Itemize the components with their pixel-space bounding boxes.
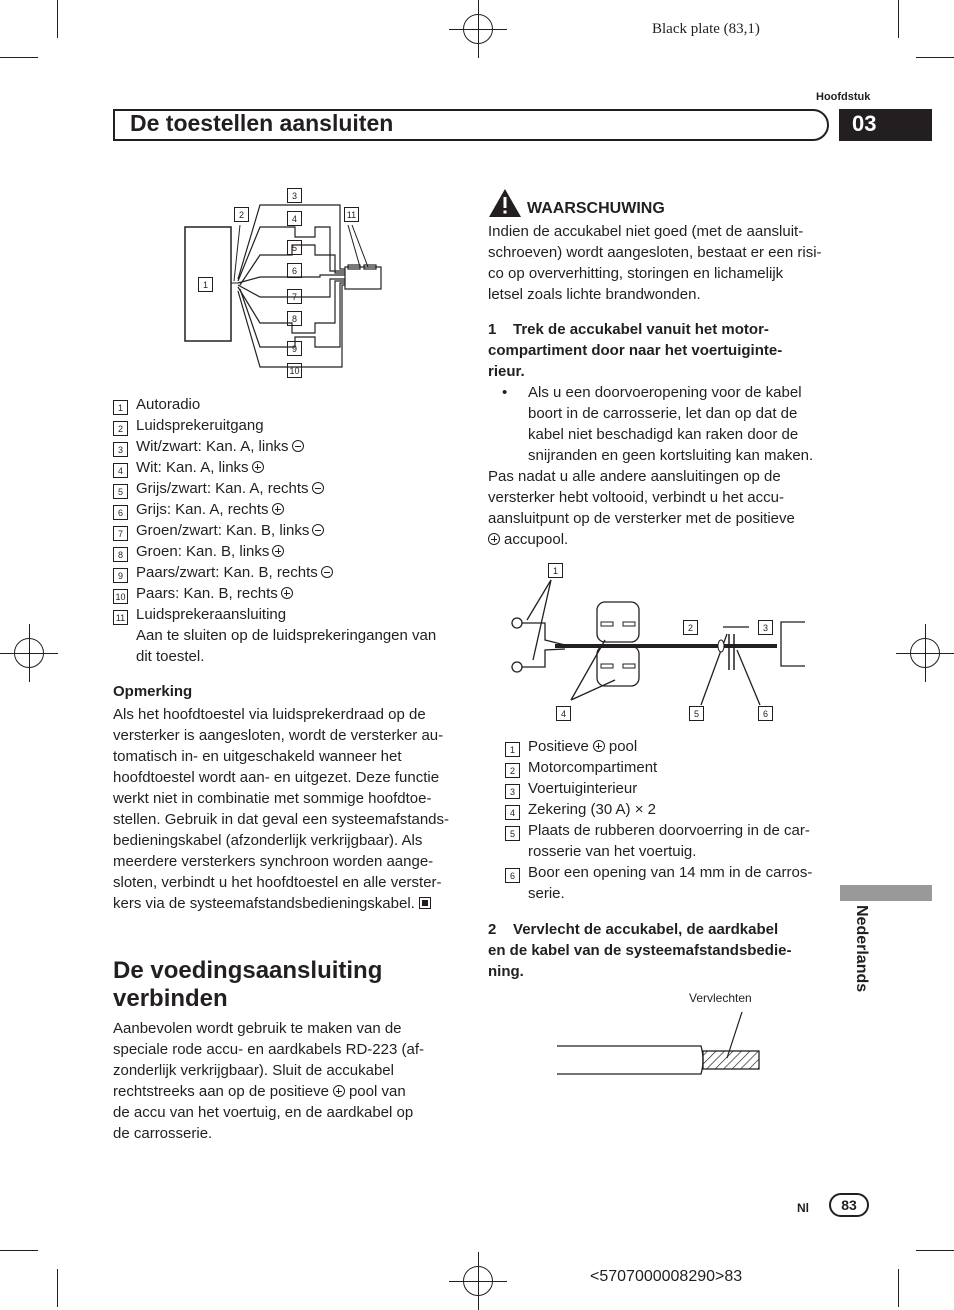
legend-text: Motorcompartiment: [528, 759, 658, 776]
legend-item: [505, 799, 835, 820]
step-line: ning.: [488, 963, 524, 980]
diagram1-label: 1: [198, 277, 213, 292]
plus-icon: [272, 503, 284, 515]
warning-line: Indien de accukabel niet goed (met de aansluit-: [488, 223, 804, 240]
language-tab: [840, 885, 932, 901]
diagram1-label: 11: [344, 207, 359, 222]
warning-line: co op oververhitting, storingen en lichamelijk: [488, 265, 784, 282]
legend-text: Plaats de rubberen doorvoerring in de car-: [528, 822, 810, 839]
crop-mark: [57, 1269, 58, 1307]
legend-text: rosserie van het voertuig.: [528, 843, 697, 860]
legend-number: 4: [505, 805, 520, 820]
legend-text: Luidsprekeraansluiting: [136, 606, 287, 623]
legend-number: 6: [113, 505, 128, 520]
plus-icon: [281, 587, 293, 599]
bullet-line: snijranden en geen kortsluiting kan maken.: [528, 447, 814, 464]
legend-number: 10: [113, 589, 128, 604]
legend-item: [113, 562, 458, 583]
braid-label: Vervlechten: [689, 991, 752, 1005]
diagram2-label: 6: [758, 706, 773, 721]
legend-text: pool: [608, 738, 638, 755]
crop-mark: [898, 0, 899, 38]
body-line: rechtstreeks aan op de positieve: [113, 1083, 329, 1100]
step-line: 1 Trek de accukabel vanuit het motor-: [488, 321, 769, 338]
diagram1-label: 5: [287, 240, 302, 255]
legend-extra: dit toestel.: [136, 648, 205, 665]
section-title: De toestellen aansluiten: [130, 110, 394, 136]
legend-item: [113, 520, 458, 541]
legend-text: Wit/zwart: Kan. A, links: [136, 438, 289, 455]
bullet-line: Als u een doorvoeropening voor de kabel: [528, 384, 802, 401]
note-line: stellen. Gebruik in dat geval een systeemafstands-: [113, 811, 450, 828]
bullet-icon: •: [502, 384, 508, 401]
plus-icon: [272, 545, 284, 557]
section-heading: [113, 957, 382, 1013]
legend-number: 5: [113, 484, 128, 499]
para-line: aansluitpunt op de versterker met de positieve: [488, 510, 795, 527]
para-line: Pas nadat u alle andere aansluitingen op de: [488, 468, 781, 485]
legend-text: Paars: Kan. B, rechts: [136, 585, 278, 602]
body-line: de accu van het voertuig, en de aardkabel op: [113, 1104, 414, 1121]
legend-item: [113, 478, 458, 499]
diagram1-label: 9: [287, 341, 302, 356]
legend-item: [505, 841, 835, 862]
bullet-line: boort in de carrosserie, let dan op dat de: [528, 405, 798, 422]
note-line: Als het hoofdtoestel via luidsprekerdraad op de: [113, 706, 426, 723]
diagram2-label: 4: [556, 706, 571, 721]
registration-mark: [463, 1266, 493, 1296]
step-line: 2 Vervlecht de accukabel, de aardkabel: [488, 921, 779, 938]
language-code: Nl: [797, 1201, 809, 1215]
legend-number: 2: [113, 421, 128, 436]
legend-text: Grijs/zwart: Kan. A, rechts: [136, 480, 309, 497]
step2-heading: [488, 919, 833, 982]
legend-number: 4: [113, 463, 128, 478]
page-number: 83: [829, 1193, 869, 1217]
minus-icon: [312, 524, 324, 536]
minus-icon: [321, 566, 333, 578]
plus-icon: [252, 461, 264, 473]
diagram2-label: 1: [548, 563, 563, 578]
note-line: versterker is aangesloten, wordt de versterker au-: [113, 727, 444, 744]
body-line: Aanbevolen wordt gebruik te maken van de: [113, 1020, 402, 1037]
step1-bullet: [502, 382, 833, 466]
note-line: hoofdtoestel wordt aan- en uitgezet. Deze functie: [113, 769, 440, 786]
diagram1-label: 7: [287, 289, 302, 304]
braided-cable-diagram: [555, 1008, 765, 1078]
step1-paragraph: [488, 466, 833, 550]
legend-text: Autoradio: [136, 396, 201, 413]
legend-item: [505, 778, 835, 799]
body-line: speciale rode accu- en aardkabels RD-223 (af-: [113, 1041, 424, 1058]
body-line: pool van: [348, 1083, 406, 1100]
legend-number: 9: [113, 568, 128, 583]
crop-mark: [916, 1250, 954, 1251]
diagram2-label: 5: [689, 706, 704, 721]
legend-number: 1: [505, 742, 520, 757]
legend-number: 1: [113, 400, 128, 415]
end-mark-icon: [419, 897, 431, 909]
legend-item: [113, 583, 458, 604]
warning-line: letsel zoals lichte brandwonden.: [488, 286, 701, 303]
plus-icon: [333, 1085, 345, 1097]
note-title: Opmerking: [113, 683, 193, 700]
legend-item: [113, 541, 458, 562]
diagram1-label: 6: [287, 263, 302, 278]
legend-extra: Aan te sluiten op de luidsprekeringangen van: [136, 627, 437, 644]
plus-icon: [488, 533, 500, 545]
diagram2-label: 2: [683, 620, 698, 635]
heading-line: verbinden: [113, 985, 228, 1012]
legend-number: 6: [505, 868, 520, 883]
plus-icon: [593, 740, 605, 752]
legend-number: 2: [505, 763, 520, 778]
crop-mark: [0, 1250, 38, 1251]
legend-number: 8: [113, 547, 128, 562]
step-line: rieur.: [488, 363, 525, 380]
crop-mark: [898, 1269, 899, 1307]
minus-icon: [312, 482, 324, 494]
bullet-line: kabel niet beschadigd kan raken door de: [528, 426, 799, 443]
legend-text: Positieve: [528, 738, 589, 755]
chapter-number: 03: [852, 111, 877, 136]
power-body: [113, 1018, 458, 1144]
diagram1-label: 2: [234, 207, 249, 222]
plate-label: Black plate (83,1): [652, 21, 760, 37]
diagram1-label: 10: [287, 363, 302, 378]
legend-number: 3: [113, 442, 128, 457]
legend-text: Wit: Kan. A, links: [136, 459, 249, 476]
legend-text: serie.: [528, 885, 565, 902]
diagram1-label: 4: [287, 211, 302, 226]
language-label: Nederlands: [853, 905, 870, 993]
body-line: zonderlijk verkrijgbaar). Sluit de accukabel: [113, 1062, 394, 1079]
legend-item: [505, 883, 835, 904]
battery-wiring-diagram: [505, 560, 815, 730]
legend-number: 3: [505, 784, 520, 799]
crop-mark: [0, 57, 38, 58]
legend-item: [113, 604, 458, 625]
legend-text: Boor een opening van 14 mm in de carros-: [528, 864, 813, 881]
legend-item: [113, 499, 458, 520]
note-line: werkt niet in combinatie met sommige hoofdtoe-: [113, 790, 432, 807]
para-line: versterker hebt voltooid, verbindt u het accu-: [488, 489, 784, 506]
step-line: en de kabel van de systeemafstandsbedie-: [488, 942, 792, 959]
legend-item: [113, 436, 458, 457]
legend-item: [505, 736, 835, 757]
diagram1-label: 8: [287, 311, 302, 326]
warning-icon: [488, 188, 522, 218]
warning-body: [488, 221, 833, 305]
registration-mark: [910, 638, 940, 668]
legend-number: 7: [113, 526, 128, 541]
legend-item: [505, 757, 835, 778]
para-line: accupool.: [504, 531, 569, 548]
legend-item: [505, 820, 835, 841]
legend-text: Groen/zwart: Kan. B, links: [136, 522, 310, 539]
legend-text: Luidsprekeruitgang: [136, 417, 264, 434]
crop-mark: [57, 0, 58, 38]
warning-line: schroeven) wordt aangesloten, bestaat er een risi-: [488, 244, 822, 261]
registration-mark: [463, 14, 493, 44]
legend-text: Voertuiginterieur: [528, 780, 638, 797]
legend-text: Grijs: Kan. A, rechts: [136, 501, 269, 518]
note-line: tomatisch in- en uitgeschakeld wanneer het: [113, 748, 402, 765]
legend2-list: [505, 736, 835, 904]
warning-title: WAARSCHUWING: [527, 200, 665, 217]
step1-heading: [488, 319, 833, 382]
step-line: compartiment door naar het voertuiginte-: [488, 342, 783, 359]
legend-item: [505, 862, 835, 883]
diagram2-label: 3: [758, 620, 773, 635]
legend-item: [113, 394, 458, 415]
chapter-label: Hoofdstuk: [816, 91, 871, 103]
minus-icon: [292, 440, 304, 452]
note-line: meerdere versterkers synchroon worden aange-: [113, 853, 434, 870]
note-line: kers via de systeemafstandsbedieningskabel.: [113, 895, 415, 912]
registration-mark: [14, 638, 44, 668]
legend-number: 5: [505, 826, 520, 841]
note-line: bedieningskabel (afzonderlijk verkrijgbaar). Als: [113, 832, 423, 849]
legend-text: Groen: Kan. B, links: [136, 543, 270, 560]
legend-item: [113, 457, 458, 478]
diagram1-label: 3: [287, 188, 302, 203]
note-body: [113, 704, 458, 914]
note-line: sloten, verbindt u het hoofdtoestel en alle verster-: [113, 874, 442, 891]
legend-list: [113, 394, 458, 667]
crop-mark: [916, 57, 954, 58]
legend-number: 11: [113, 610, 128, 625]
legend-text: Paars/zwart: Kan. B, rechts: [136, 564, 318, 581]
heading-line: De voedingsaansluiting: [113, 957, 383, 984]
legend-item: [113, 415, 458, 436]
legend-text: Zekering (30 A) × 2: [528, 801, 656, 818]
body-line: de carrosserie.: [113, 1125, 213, 1142]
document-code: <5707000008290>83: [590, 1268, 743, 1285]
